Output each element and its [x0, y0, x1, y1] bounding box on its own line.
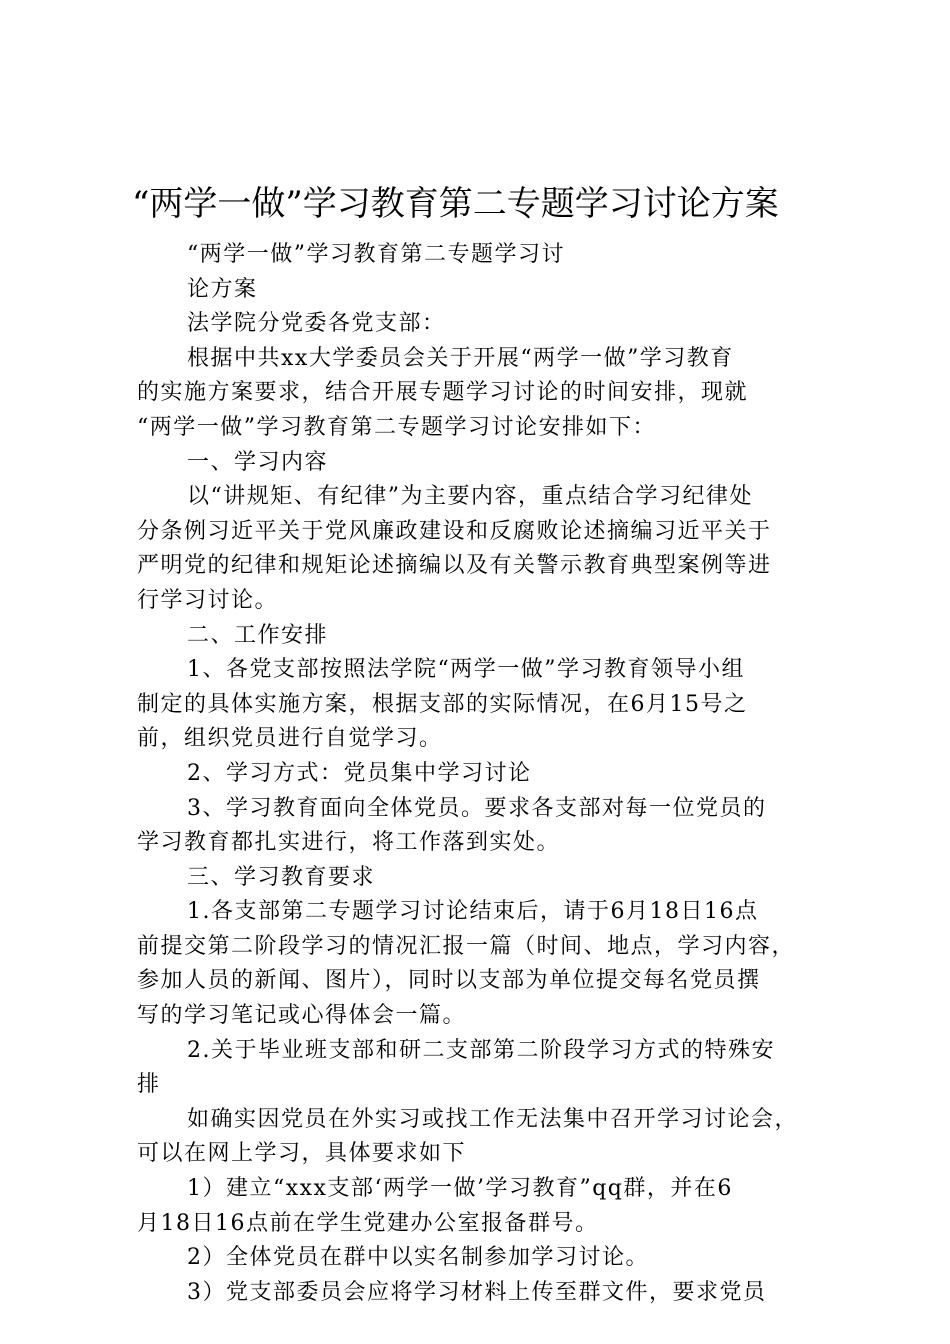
paragraph-line: 月18日16点前在学生党建办公室报备群号。 [137, 1210, 599, 1236]
paragraph-line: 3）党支部委员会应将学习材料上传至群文件，要求党员 [187, 1279, 767, 1305]
paragraph-line: 的实施方案要求，结合开展专题学习讨论的时间安排，现就 [137, 380, 749, 406]
paragraph-line: 1.各支部第二专题学习讨论结束后，请于6月18日16点 [187, 899, 759, 925]
paragraph-line: 一、学习内容 [187, 449, 329, 475]
paragraph-line: 制定的具体实施方案，根据支部的实际情况，在6月15号之 [137, 691, 748, 717]
paragraph-line: 论方案 [187, 276, 258, 302]
paragraph-line: 分条例习近平关于党风廉政建设和反腐败论述摘编习近平关于 [137, 518, 772, 544]
document-body [137, 238, 837, 1310]
paragraph-line: “两学一做”学习教育第二专题学习讨论安排如下： [137, 414, 656, 440]
paragraph-line: “两学一做”学习教育第二专题学习讨 [187, 242, 565, 267]
paragraph-line: 写的学习笔记或心得体会一篇。 [137, 1003, 467, 1029]
paragraph-line: 1）建立“xxx支部‘两学一做’学习教育”qq群，并在6 [187, 1176, 733, 1202]
paragraph-line: 1、各党支部按照法学院“两学一做”学习教育领导小组 [187, 657, 745, 683]
paragraph-line: 法学院分党委各党支部： [187, 311, 446, 337]
paragraph-line: 严明党的纪律和规矩论述摘编以及有关警示教育典型案例等进 [137, 553, 772, 579]
paragraph-line: 参加人员的新闻、图片），同时以支部为单位提交每名党员撰 [137, 968, 761, 994]
paragraph-line: 行学习讨论。 [137, 587, 279, 613]
paragraph-line: 可以在网上学习，具体要求如下 [137, 1141, 467, 1167]
paragraph-line: 2、学习方式：党员集中学习讨论 [187, 760, 532, 786]
paragraph-line: 根据中共xx大学委员会关于开展“两学一做”学习教育 [187, 345, 734, 371]
paragraph-line: 排 [137, 1072, 161, 1098]
paragraph-line: 三、学习教育要求 [187, 864, 376, 890]
paragraph-line: 前，组织党员进行自觉学习。 [137, 726, 443, 752]
paragraph-line: 前提交第二阶段学习的情况汇报一篇（时间、地点，学习内容， [137, 933, 796, 959]
paragraph-line: 以“讲规矩、有纪律”为主要内容，重点结合学习纪律处 [187, 484, 753, 510]
paragraph-line: 二、工作安排 [187, 622, 329, 648]
paragraph-line: 学习教育都扎实进行，将工作落到实处。 [137, 830, 561, 856]
paragraph-line: 2.关于毕业班支部和研二支部第二阶段学习方式的特殊安 [187, 1037, 775, 1063]
document-title: “两学一做”学习教育第二专题学习讨论方案 [132, 184, 779, 224]
paragraph-line: 如确实因党员在外实习或找工作无法集中召开学习讨论会， [187, 1106, 799, 1132]
paragraph-line: 3、学习教育面向全体党员。要求各支部对每一位党员的 [187, 795, 767, 821]
paragraph-line: 2）全体党员在群中以实名制参加学习讨论。 [187, 1245, 649, 1271]
